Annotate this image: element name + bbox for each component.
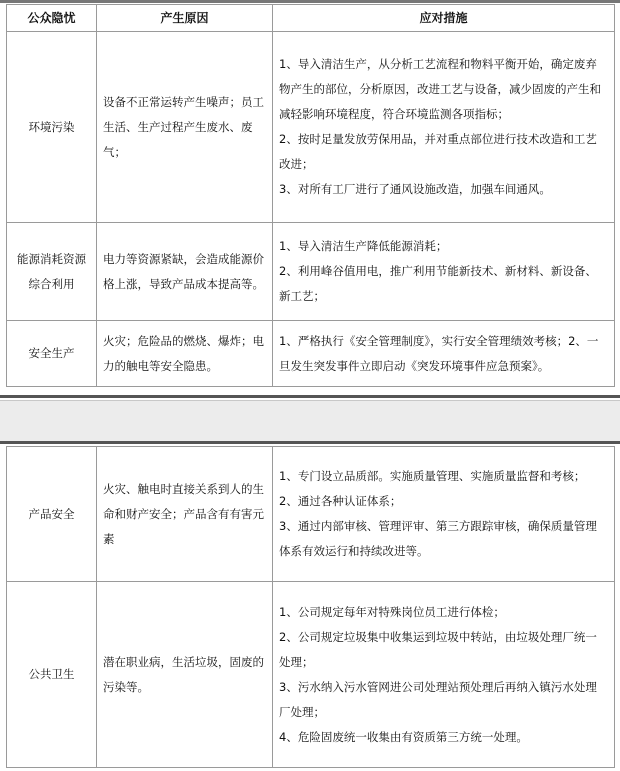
header-cause: 产生原因	[97, 5, 273, 32]
cause-cell: 设备不正常运转产生噪声；员工生活、生产过程产生废水、废气；	[97, 32, 273, 223]
issue-cell: 产品安全	[7, 447, 97, 582]
page-start-line	[0, 441, 620, 444]
measures-cell	[273, 32, 615, 223]
measure-item: 3、对所有工厂进行了通风设施改造，加强车间通风。	[279, 182, 551, 196]
measure-item: 1、严格执行《安全管理制度》，实行安全管理绩效考核；2、一旦发生突发事件立即启动《突发环境事件应急预案》。	[279, 333, 599, 373]
top-border	[0, 0, 620, 3]
measure-item: 2、利用峰谷值用电，推广利用节能新技术、新材料、新设备、新工艺；	[279, 264, 597, 303]
cause-cell: 潜在职业病，生活垃圾，固废的污染等。	[97, 582, 273, 768]
table-row	[7, 321, 615, 387]
table-row	[7, 582, 615, 768]
issue-cell: 公共卫生	[7, 582, 97, 768]
table-row	[7, 32, 615, 223]
page-gap	[0, 400, 620, 442]
measure-item: 1、导入清洁生产，从分析工艺流程和物料平衡开始，确定废弃物产生的部位，分析原因，改进工艺与设备，减少固废的产生和减轻影响环境程度，符合环境监测各项指标；	[279, 57, 601, 121]
issue-cell: 环境污染	[7, 32, 97, 223]
measure-item: 1、公司规定每年对特殊岗位员工进行体检；	[279, 604, 505, 619]
header-row	[7, 5, 615, 32]
table-row	[7, 223, 615, 321]
measure-item: 4、危险固废统一收集由有资质第三方统一处理。	[279, 729, 528, 744]
measures-cell	[273, 447, 615, 582]
measure-item: 3、污水纳入污水管网进公司处理站预处理后再纳入镇污水处理厂处理；	[279, 679, 597, 719]
cause-cell: 火灾；危险品的燃烧、爆炸；电力的触电等安全隐患。	[97, 321, 273, 387]
measures-cell	[273, 223, 615, 321]
measure-item: 1、导入清洁生产降低能源消耗；	[279, 239, 448, 253]
measure-item: 2、通过各种认证体系；	[279, 494, 402, 508]
issue-cell: 能源消耗资源综合利用	[7, 223, 97, 321]
measure-item: 3、通过内部审核、管理评审、第三方跟踪审核，确保质量管理体系有效运行和持续改进等。	[279, 519, 597, 558]
page-break-line	[0, 395, 620, 398]
header-measures: 应对措施	[273, 5, 615, 32]
header-issue: 公众隐忧	[7, 5, 97, 32]
table-row	[7, 447, 615, 582]
cause-cell: 火灾、触电时直接关系到人的生命和财产安全；产品含有有害元素	[97, 447, 273, 582]
measures-cell	[273, 321, 615, 387]
measure-item: 2、按时足量发放劳保用品，并对重点部位进行技术改造和工艺改进；	[279, 132, 597, 171]
table-page-2	[6, 446, 615, 768]
issue-cell: 安全生产	[7, 321, 97, 387]
measure-item: 1、专门设立品质部。实施质量管理、实施质量监督和考核；	[279, 469, 586, 483]
cause-cell: 电力等资源紧缺，会造成能源价格上涨，导致产品成本提高等。	[97, 223, 273, 321]
measure-item: 2、公司规定垃圾集中收集运到垃圾中转站，由垃圾处理厂统一处理；	[279, 629, 597, 669]
measures-cell	[273, 582, 615, 768]
table-page-1	[6, 4, 615, 387]
